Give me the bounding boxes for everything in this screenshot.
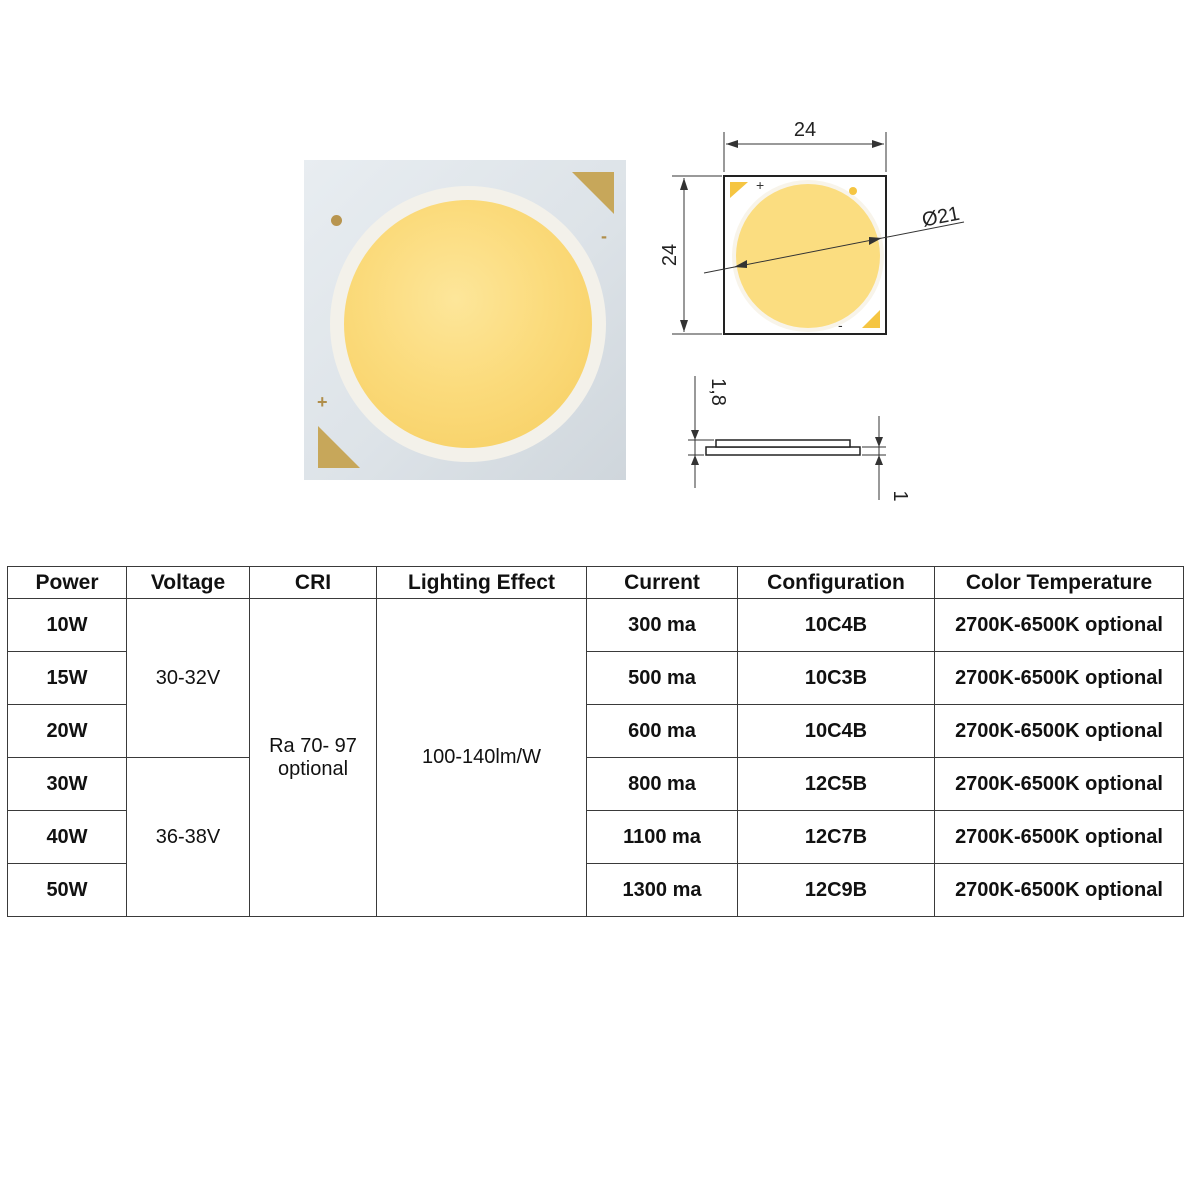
plus-symbol: + bbox=[317, 392, 328, 412]
thickness-total-label: 1,8 bbox=[707, 378, 729, 406]
height-label: 24 bbox=[659, 243, 681, 267]
power-cell: 20W bbox=[8, 705, 127, 758]
voltage-cell: 36-38V bbox=[127, 758, 250, 917]
chip-minus-symbol: - bbox=[838, 317, 843, 333]
side-phosphor-layer bbox=[716, 440, 850, 447]
current-cell: 1100 ma bbox=[587, 811, 738, 864]
cri-line-1: Ra 70- 97 bbox=[269, 734, 357, 757]
header-power: Power bbox=[8, 567, 127, 599]
lighting-effect-cell: 100-140lm/W bbox=[377, 599, 587, 917]
current-cell: 600 ma bbox=[587, 705, 738, 758]
configuration-cell: 10C4B bbox=[738, 599, 935, 652]
table-row bbox=[8, 599, 1184, 652]
header-configuration: Configuration bbox=[738, 567, 935, 599]
spec-table bbox=[7, 566, 1184, 917]
power-cell: 40W bbox=[8, 811, 127, 864]
configuration-cell: 12C9B bbox=[738, 864, 935, 917]
color-temperature-cell: 2700K-6500K optional bbox=[935, 599, 1184, 652]
base-arrow-down-icon bbox=[875, 437, 883, 447]
current-cell: 300 ma bbox=[587, 599, 738, 652]
color-temperature-cell: 2700K-6500K optional bbox=[935, 758, 1184, 811]
side-view-drawing bbox=[0, 0, 1200, 520]
side-substrate bbox=[706, 447, 860, 455]
voltage-cell: 30-32V bbox=[127, 599, 250, 758]
current-cell: 800 ma bbox=[587, 758, 738, 811]
power-cell: 50W bbox=[8, 864, 127, 917]
power-cell: 15W bbox=[8, 652, 127, 705]
table-row bbox=[8, 758, 1184, 811]
base-arrow-up-icon bbox=[875, 455, 883, 465]
header-color-temperature: Color Temperature bbox=[935, 567, 1184, 599]
chip-plus-symbol: + bbox=[756, 177, 765, 193]
configuration-cell: 12C7B bbox=[738, 811, 935, 864]
color-temperature-cell: 2700K-6500K optional bbox=[935, 652, 1184, 705]
minus-symbol: - bbox=[601, 226, 607, 246]
thickness-arrow-down-icon bbox=[691, 430, 699, 440]
header-lighting-effect: Lighting Effect bbox=[377, 567, 587, 599]
cri-line-2: optional bbox=[277, 757, 349, 780]
header-voltage: Voltage bbox=[127, 567, 250, 599]
thickness-base-label: 1 bbox=[889, 490, 911, 502]
current-cell: 500 ma bbox=[587, 652, 738, 705]
configuration-cell: 10C4B bbox=[738, 705, 935, 758]
cri-cell bbox=[250, 599, 377, 917]
header-cri: CRI bbox=[250, 567, 377, 599]
thickness-arrow-up-icon bbox=[691, 455, 699, 465]
configuration-cell: 10C3B bbox=[738, 652, 935, 705]
power-cell: 30W bbox=[8, 758, 127, 811]
color-temperature-cell: 2700K-6500K optional bbox=[935, 864, 1184, 917]
diameter-label: Ø21 bbox=[920, 202, 962, 232]
power-cell: 10W bbox=[8, 599, 127, 652]
table-header-row bbox=[8, 567, 1184, 599]
color-temperature-cell: 2700K-6500K optional bbox=[935, 811, 1184, 864]
configuration-cell: 12C5B bbox=[738, 758, 935, 811]
current-cell: 1300 ma bbox=[587, 864, 738, 917]
color-temperature-cell: 2700K-6500K optional bbox=[935, 705, 1184, 758]
header-current: Current bbox=[587, 567, 738, 599]
width-label: 24 bbox=[793, 119, 817, 141]
